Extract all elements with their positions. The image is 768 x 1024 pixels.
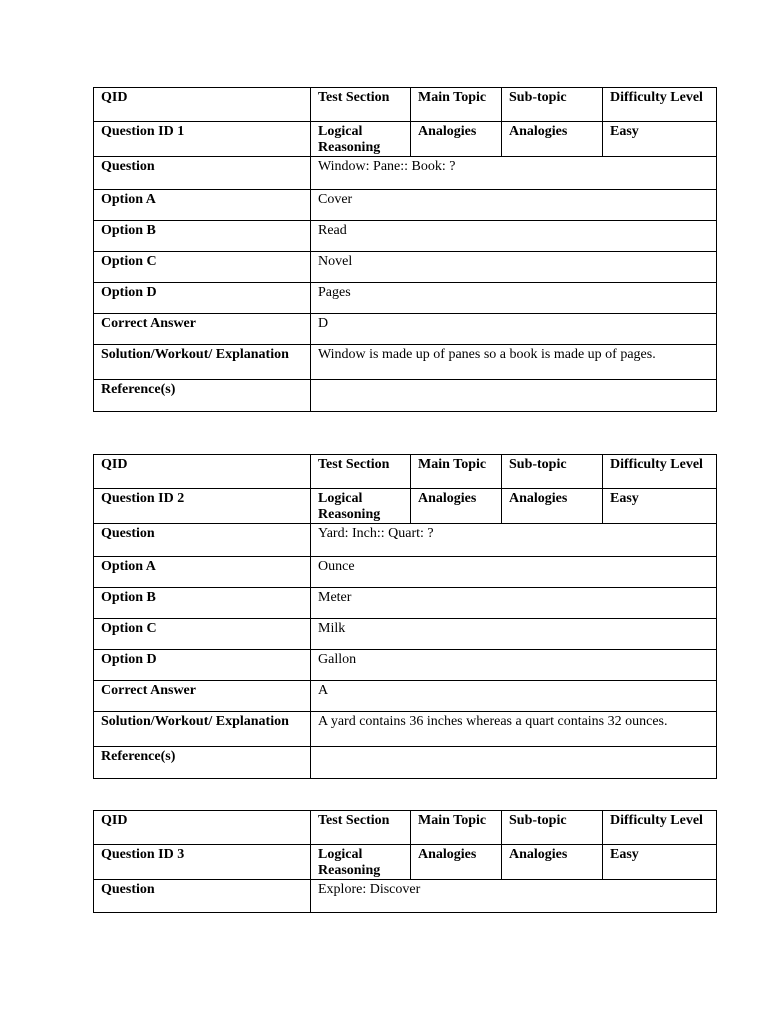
meta-row xyxy=(94,845,717,880)
question-id: Question ID 1 xyxy=(94,122,311,157)
sub-topic-value: Analogies xyxy=(502,122,603,157)
header-row xyxy=(94,88,717,122)
option-a-label: Option A xyxy=(94,557,311,588)
option-a-value: Cover xyxy=(311,190,717,221)
difficulty-header: Difficulty Level xyxy=(603,455,717,489)
main-topic-header: Main Topic xyxy=(411,811,502,845)
main-topic-header: Main Topic xyxy=(411,455,502,489)
question-id: Question ID 2 xyxy=(94,489,311,524)
meta-row xyxy=(94,489,717,524)
option-d-row xyxy=(94,283,717,314)
sub-topic-value: Analogies xyxy=(502,845,603,880)
option-a-row xyxy=(94,190,717,221)
option-d-label: Option D xyxy=(94,650,311,681)
question-table-3 xyxy=(93,810,717,913)
references-row xyxy=(94,380,717,412)
solution-label: Solution/Workout/ Explanation xyxy=(94,712,311,747)
option-c-row xyxy=(94,619,717,650)
question-table-2 xyxy=(93,454,717,779)
sub-topic-header: Sub-topic xyxy=(502,88,603,122)
option-c-label: Option C xyxy=(94,619,311,650)
option-c-value: Novel xyxy=(311,252,717,283)
difficulty-header: Difficulty Level xyxy=(603,811,717,845)
correct-answer-label: Correct Answer xyxy=(94,681,311,712)
sub-topic-value: Analogies xyxy=(502,489,603,524)
option-a-label: Option A xyxy=(94,190,311,221)
option-c-row xyxy=(94,252,717,283)
question-row xyxy=(94,880,717,913)
question-text: Yard: Inch:: Quart: ? xyxy=(311,524,717,557)
references-label: Reference(s) xyxy=(94,380,311,412)
solution-text: Window is made up of panes so a book is made up of pages. xyxy=(311,345,717,380)
option-a-row xyxy=(94,557,717,588)
test-section-value: Logical Reasoning xyxy=(311,845,411,880)
test-section-header: Test Section xyxy=(311,811,411,845)
solution-label: Solution/Workout/ Explanation xyxy=(94,345,311,380)
main-topic-value: Analogies xyxy=(411,122,502,157)
test-section-value: Logical Reasoning xyxy=(311,489,411,524)
solution-text: A yard contains 36 inches whereas a quart contains 32 ounces. xyxy=(311,712,717,747)
question-label: Question xyxy=(94,524,311,557)
correct-answer-value: D xyxy=(311,314,717,345)
option-b-label: Option B xyxy=(94,588,311,619)
difficulty-value: Easy xyxy=(603,122,717,157)
option-c-label: Option C xyxy=(94,252,311,283)
option-a-value: Ounce xyxy=(311,557,717,588)
solution-row xyxy=(94,712,717,747)
option-b-row xyxy=(94,221,717,252)
correct-answer-row xyxy=(94,681,717,712)
option-d-value: Pages xyxy=(311,283,717,314)
question-text: Window: Pane:: Book: ? xyxy=(311,157,717,190)
references-value xyxy=(311,380,717,412)
question-table-1 xyxy=(93,87,717,412)
qid-header: QID xyxy=(94,811,311,845)
qid-header: QID xyxy=(94,88,311,122)
references-row xyxy=(94,747,717,779)
option-b-label: Option B xyxy=(94,221,311,252)
main-topic-value: Analogies xyxy=(411,489,502,524)
header-row xyxy=(94,811,717,845)
main-topic-value: Analogies xyxy=(411,845,502,880)
option-c-value: Milk xyxy=(311,619,717,650)
references-label: Reference(s) xyxy=(94,747,311,779)
option-b-value: Read xyxy=(311,221,717,252)
header-row xyxy=(94,455,717,489)
meta-row xyxy=(94,122,717,157)
solution-row xyxy=(94,345,717,380)
correct-answer-label: Correct Answer xyxy=(94,314,311,345)
option-b-value: Meter xyxy=(311,588,717,619)
question-row xyxy=(94,157,717,190)
main-topic-header: Main Topic xyxy=(411,88,502,122)
question-id: Question ID 3 xyxy=(94,845,311,880)
question-row xyxy=(94,524,717,557)
sub-topic-header: Sub-topic xyxy=(502,455,603,489)
question-label: Question xyxy=(94,880,311,913)
option-d-label: Option D xyxy=(94,283,311,314)
difficulty-header: Difficulty Level xyxy=(603,88,717,122)
correct-answer-value: A xyxy=(311,681,717,712)
option-d-row xyxy=(94,650,717,681)
qid-header: QID xyxy=(94,455,311,489)
sub-topic-header: Sub-topic xyxy=(502,811,603,845)
option-d-value: Gallon xyxy=(311,650,717,681)
question-label: Question xyxy=(94,157,311,190)
test-section-header: Test Section xyxy=(311,88,411,122)
difficulty-value: Easy xyxy=(603,845,717,880)
test-section-value: Logical Reasoning xyxy=(311,122,411,157)
correct-answer-row xyxy=(94,314,717,345)
question-text: Explore: Discover xyxy=(311,880,717,913)
test-section-header: Test Section xyxy=(311,455,411,489)
difficulty-value: Easy xyxy=(603,489,717,524)
references-value xyxy=(311,747,717,779)
option-b-row xyxy=(94,588,717,619)
